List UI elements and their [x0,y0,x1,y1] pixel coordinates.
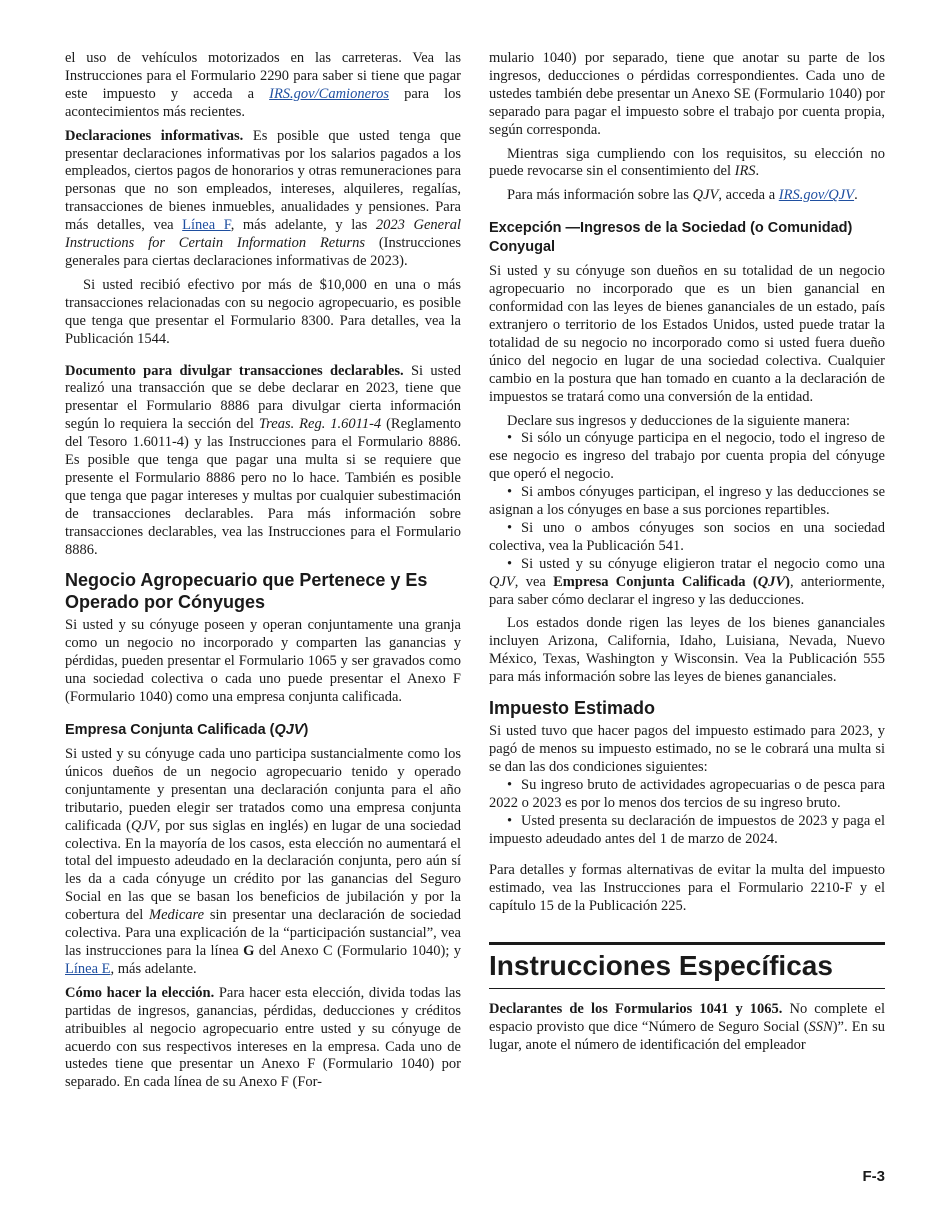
link-linea-f[interactable]: Línea F [182,217,231,234]
heading-empresa-conjunta: Empresa Conjunta Calificada (QJV) [65,722,309,738]
link-linea-e[interactable]: Línea E [65,960,111,977]
paragraph-como-hacer-eleccion: Cómo hacer la elección. Para hacer esta elección, divida todas las partidas de ingresos, ganancias, pérdidas, deducciones y créditos atribuibles al negocio agropecuario entre usted y su cónyuge de acuerdo con sus respectivos intereses en la empresa. Cada uno de ustedes tiene que presentar un Anexo F (Formulario 1040) por separado. En cada línea de su Anexo F (For- [65,984,461,1091]
paragraph-revocacion: Mientras siga cumpliendo con los requisitos, su elección no puede revocarse sin el consentimiento del IRS. [489,145,885,180]
heading-negocio-conyuges: Negocio Agropecuario que Pertenece y Es Operado por Cónyuges [65,570,428,613]
paragraph-estados-gananciales: Los estados donde rigen las leyes de los bienes gananciales incluyen Arizona, California, Idaho, Luisiana, Nevada, Nuevo México, Texas, Washington y Wisconsin. Vea la Publicación 555 para más información sobre las leyes de bienes gananciales. [489,615,885,686]
paragraph-declare-ingresos: Declare sus ingresos y deducciones de la siguiente manera: [507,412,851,429]
list-item: • Si ambos cónyuges participan, el ingreso y las deducciones se asignan a los cónyuges en base a sus porciones repartibles. [489,484,885,520]
paragraph-empresa-conjunta: Si usted y su cónyuge cada uno participa sustancialmente como los únicos dueños de un negocio agropecuario tenido y operado conjuntamente y presentan una declaración conjunta para el año tributario, pueden elegir ser tratados como una empresa conjunta calificada (QJV, por sus siglas en inglés) en lugar de una sociedad colectiva. En la mayoría de los casos, esta elección no aumentará el total del impuesto adeudado en la declaración conjunta, pero aún sí les da a cada cónyuge un crédito por las ganancias del Seguro Social en las que se basan los beneficios de jubilación y por la cobertura del Medicare sin presentar una declaración de sociedad colectiva. Para una explicación de la “participación sustancial”, vea las instrucciones para la línea G del Anexo C (Formulario 1040); y Línea E, más adelante. [65,746,461,977]
link-irs-qjv[interactable]: IRS.gov/QJV [778,187,855,204]
paragraph-declaraciones-informativas: Declaraciones informativas. Es posible que usted tenga que presentar declaraciones informativas por los salarios pagados a los empleados, ciertos pagos de honorarios y otras remuneraciones para personas que no son empleados, intereses, alquileres, regalías, transacciones de bienes inmuebles, anualidades y pensiones. Para más detalles, vea Línea F, más adelante, y las 2023 General Instructions for Certain Information Returns (Instrucciones generales para ciertas declaraciones informativas de 2023). [65,127,462,269]
paragraph-bienes-gananciales: Si usted y su cónyuge son dueños en su totalidad de un negocio agropecuario no incorporado que es un bien ganancial en conformidad con las leyes de bienes gananciales de un estado, país extranjero o territorio de los Estados Unidos, usted puede tratar la totalidad de su negocio no incorporado como si usted fuera dueño único del negocio en lugar de una sociedad colectiva. Cualquier cambio en la postura que han tomado en cuanto a la declaración de impuestos se tratará como una conversión de la entidad. [489,263,885,405]
list-item: • Si sólo un cónyuge participa en el negocio, todo el ingreso de ese negocio es ingreso del trabajo por cuenta propia del cónyuge que operó el negocio. [489,430,885,484]
link-irs-camioneros[interactable]: IRS.gov/Camioneros [269,85,390,102]
right-column [489,50,885,1061]
paragraph-declarantes: Declarantes de los Formularios 1041 y 1065. No complete el espacio provisto que dice “Número de Seguro Social (SSN)”. En su lugar, anote el número de identificación del empleador [489,1001,886,1053]
paragraph-impuesto-estimado: Si usted tuvo que hacer pagos del impuesto estimado para 2023, y pagó de menos su impuesto estimado, no se le cobrará una multa si se dan las dos condiciones siguientes: [489,723,885,775]
paragraph-formas-alternativas: Para detalles y formas alternativas de evitar la multa del impuesto estimado, vea las Instrucciones para el Formulario 2210-F y el capítulo 15 de la Publicación 225. [489,862,885,915]
page-number: F-3 [862,1168,885,1185]
list-item: • Usted presenta su declaración de impuestos de 2023 y paga el impuesto adeudado antes del 1 de marzo de 2024. [489,813,885,849]
paragraph-negocio-conyuges: Si usted y su cónyuge poseen y operan conjuntamente una granja como un negocio no incorporado y comparten las ganancias y pérdidas, pueden presentar el Formulario 1065 y ser gravados como una sociedad colectiva o cada uno puede presentar el Anexo F (Formulario 1040) como una empresa conjunta calificada. [65,617,461,706]
heading-instrucciones-especificas: Instrucciones Específicas [489,942,885,989]
list-item: • Si usted y su cónyuge eligieron tratar el negocio como una QJV, vea Empresa Conjunta Calificada (QJV), anteriormente, para saber cómo declarar el ingreso y las deducciones. [489,556,885,610]
heading-excepcion: Excepción —Ingresos de la Sociedad (o Comunidad) Conyugal [489,220,853,256]
paragraph-transacciones-declarables: Documento para divulgar transacciones declarables. Si usted realizó una transacción que se debe declarar en 2023, tiene que presentar el Formulario 8886 para divulgar cierta información según lo requiera la sección del Treas. Reg. 1.6011-4 (Reglamento del Tesoro 1.6011-4) y las Instrucciones para el Formulario 8886. Es posible que tenga que pagar una multa si se requiere que presente el Formulario 8886 pero no lo hace. También es posible que tenga que pagar intereses y multas por cualquier subestimación de transacciones declarables. Para más información sobre transacciones declarables, vea las Instrucciones para el Formulario 8886. [65,362,462,558]
left-column [65,50,461,1098]
paragraph-continuacion: mulario 1040) por separado, tiene que anotar su parte de los ingresos, deducciones o pérdidas correspondientes. Cada uno de ustedes también debe presentar un Anexo SE (Formulario 1040) por separado para pagar el impuesto sobre el trabajo por cuenta propia, según corresponda. [489,50,885,138]
paragraph-vehiculos: el uso de vehículos motorizados en las carreteras. Vea las Instrucciones para el Formulario 2290 para saber si tiene que pagar este impuesto y acceda a IRS.gov/Camioneros para los acontecimientos más recientes. [65,50,462,120]
paragraph-efectivo: Si usted recibió efectivo por más de $10,000 en una o más transacciones relacionadas con su negocio agropecuario, es posible que tenga que presentar el Formulario 8300. Para detalles, vea la Publicación 1544. [65,276,461,347]
list-item: • Su ingreso bruto de actividades agropecuarias o de pesca para 2022 o 2023 es por lo menos dos tercios de su ingreso bruto. [489,777,885,813]
heading-impuesto-estimado: Impuesto Estimado [489,698,656,719]
paragraph-mas-informacion-qjv: Para más información sobre las QJV, acceda a IRS.gov/QJV. [507,187,858,204]
list-item: • Si uno o ambos cónyuges son socios en una sociedad colectiva, vea la Publicación 541. [489,520,885,556]
